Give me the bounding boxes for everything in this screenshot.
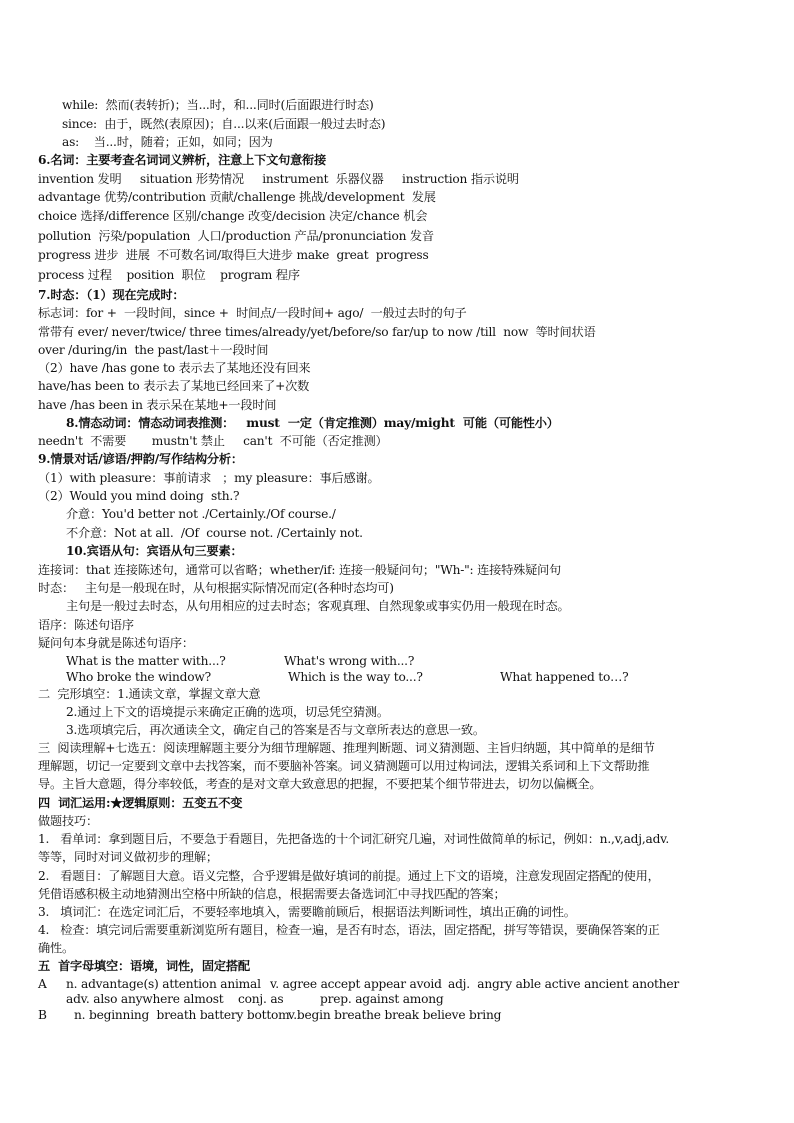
- text-line: have /has been in 表示呆在某地+一段时间: [38, 398, 277, 412]
- text-line: 主句是一般过去时态，从句用相应的过去时态；客观真理、自然现象或事实仍用一般现在时态。: [66, 599, 570, 613]
- word-list-adj: adj. angry able active ancient another: [448, 977, 679, 991]
- word-list-verb: v. agree accept appear avoid: [270, 977, 442, 991]
- text-line: 2.通过上下文的语境提示来确定正确的选项，切忌凭空猜测。: [66, 705, 389, 719]
- section-heading: 三 阅读理解+七选五：阅读理解题主要分为细节理解题、推理判断题、词义猜测题、主旨归纳题，其中简单的是细节: [38, 741, 655, 755]
- text-line: 疑问句本身就是陈述句语序：: [38, 636, 194, 650]
- text-line: have/has been to 表示去了某地已经回来了+次数: [38, 379, 310, 393]
- text-line: 不介意：Not at all. /Of course not. /Certainly not.: [66, 526, 363, 540]
- letter-b-label: B: [38, 1008, 47, 1022]
- example-question: What happened to…?: [500, 670, 629, 684]
- text-line: （2）Would you mind doing sth.?: [38, 489, 240, 503]
- section-heading: 二 完形填空：1.通读文章，掌握文章大意: [38, 687, 261, 701]
- text-line: 时态： 主句是一般现在时，从句根据实际情况而定(各种时态均可): [38, 581, 394, 595]
- section-heading: 四 词汇运用:★逻辑原则：五变五不变: [38, 796, 243, 810]
- example-question: What's wrong with...?: [284, 654, 415, 668]
- example-question: What is the matter with...?: [66, 654, 226, 668]
- text-line: 导。主旨大意题，得分率较低，考查的是对文章大致意思的把握，不要把某个细节带进去，切勿以偏概全。: [38, 777, 602, 791]
- text-line: 理解题，切记一定要到文章中去找答案，而不要脑补答案。词义猜测题可以用过构词法，逻辑关系词和上下文帮助推: [38, 759, 650, 773]
- letter-a-label: A: [38, 977, 47, 991]
- text-line: 2. 看题目：了解题目大意。语义完整，合乎逻辑是做好填词的前提。通过上下文的语境，注意发现固定搭配的使用，: [38, 869, 660, 883]
- section-heading: 10.宾语从句：宾语从句三要素：: [66, 544, 243, 558]
- example-question: Which is the way to...?: [288, 670, 423, 684]
- text-line: 3.选项填完后，再次通读全文，确定自己的答案是否与文章所表达的意思一致。: [66, 723, 485, 737]
- text-line: pollution 污染/population 人口/production 产品/pronunciation 发音: [38, 229, 434, 243]
- word-list-conj: conj. as: [238, 992, 284, 1006]
- text-line: as: 当...时，随着；正如，如同；因为: [62, 135, 273, 149]
- section-heading: 8.情态动词：情态动词表推测： must 一定（肯定推测）may/might 可能（可能性小）: [66, 416, 559, 430]
- text-line: 确性。: [38, 941, 74, 955]
- text-line: progress 进步 进展 不可数名词/取得巨大进步 make great progress: [38, 248, 429, 262]
- text-line: while: 然而(表转折)；当...时，和...同时(后面跟进行时态): [62, 98, 374, 112]
- text-line: 标志词：for + 一段时间，since + 时间点/一段时间+ ago/ 一般过去时的句子: [38, 306, 467, 320]
- section-heading: 五 首字母填空：语境，词性，固定搭配: [38, 959, 250, 973]
- text-line: advantage 优势/contribution 贡献/challenge 挑战/development 发展: [38, 190, 436, 204]
- word-list-adv: adv. also anywhere almost: [66, 992, 224, 1006]
- text-line: 连接词：that 连接陈述句，通常可以省略；whether/if: 连接一般疑问句；"Wh-": 连接特殊疑问句: [38, 563, 562, 577]
- text-line: over /during/in the past/last＋一段时间: [38, 343, 269, 357]
- word-list-noun: n. advantage(s) attention animal: [66, 977, 261, 991]
- section-heading: 9.情景对话/谚语/押韵/写作结构分析：: [38, 452, 243, 466]
- text-line: （1）with pleasure：事前请求 ；my pleasure：事后感谢。: [38, 471, 380, 485]
- text-line: 介意：You'd better not ./Certainly./Of course./: [66, 507, 336, 521]
- text-line: 语序：陈述句语序: [38, 618, 134, 632]
- text-line: 做题技巧：: [38, 814, 98, 828]
- text-line: 4. 检查：填完词后需要重新浏览所有题目，检查一遍，是否有时态，语法，固定搭配，拼写等错误，要确保答案的正: [38, 923, 660, 937]
- text-line: 3. 填词汇：在选定词汇后，不要轻率地填入，需要瞻前顾后，根据语法判断词性，填出正确的词性。: [38, 905, 576, 919]
- section-heading: 7.时态：（1）现在完成时：: [38, 288, 185, 302]
- example-question: Who broke the window?: [66, 670, 211, 684]
- text-line: 1. 看单词：拿到题目后，不要急于看题目，先把备选的十个词汇研究几遍，对词性做简单的标记，例如：n.,v,adj,adv.: [38, 832, 670, 846]
- word-list-noun: n. beginning breath battery bottom: [74, 1008, 290, 1022]
- text-line: invention 发明 situation 形势情况 instrument 乐器仪器 instruction 指示说明: [38, 172, 519, 186]
- text-line: 常带有 ever/ never/twice/ three times/already/yet/before/so far/up to now /till now 等时间状语: [38, 325, 596, 339]
- text-line: choice 选择/difference 区别/change 改变/decision 决定/chance 机会: [38, 209, 428, 223]
- text-line: needn't 不需要 mustn't 禁止 can't 不可能（否定推测）: [38, 434, 388, 448]
- text-line: since: 由于，既然(表原因)；自...以来(后面跟一般过去时态): [62, 117, 386, 131]
- text-line: 等等，同时对词义做初步的理解；: [38, 850, 218, 864]
- word-list-verb: v.begin breathe break believe bring: [288, 1008, 502, 1022]
- word-list-prep: prep. against among: [320, 992, 444, 1006]
- text-line: 凭借语感积极主动地猜测出空格中所缺的信息，根据需要去备选词汇中寻找匹配的答案；: [38, 887, 506, 901]
- text-line: （2）have /has gone to 表示去了某地还没有回来: [38, 361, 311, 375]
- section-heading: 6.名词：主要考查名词词义辨析，注意上下文句意衔接: [38, 153, 327, 167]
- text-line: process 过程 position 职位 program 程序: [38, 268, 300, 282]
